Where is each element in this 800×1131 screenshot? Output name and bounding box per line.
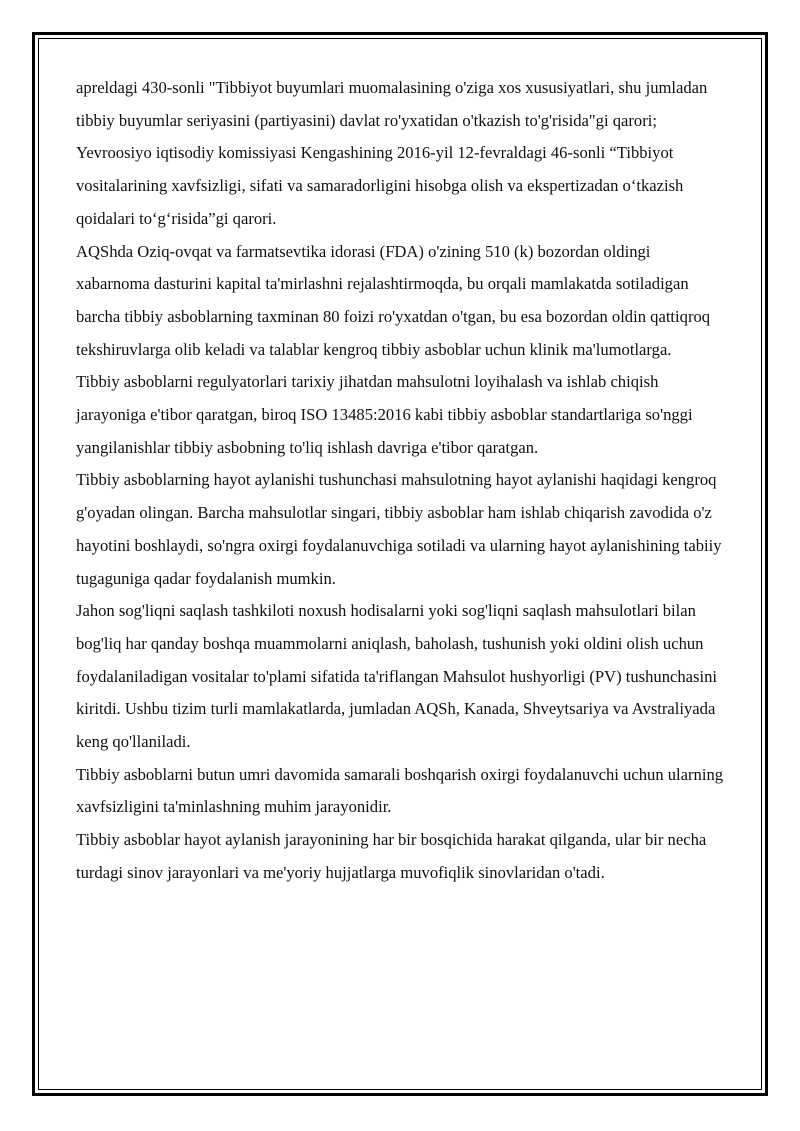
paragraph: AQShda Oziq-ovqat va farmatsevtika idorasi (FDA) o'zining 510 (k) bozordan oldingi xabarnoma dasturini kapital ta'mirlashni rejalashtirmoqda, bu orqali mamlakatda sotiladigan barcha tibbiy asboblarning taxminan 80 foizi ro'yxatdan o'tgan, bu esa bozordan oldin qattiqroq tekshiruvlarga olib keladi va talablar kengroq tibbiy asboblar uchun klinik ma'lumotlarga. xyxy=(76,241,711,359)
paragraph: Tibbiy asboblar hayot aylanish jarayonining har bir bosqichida harakat qilganda, ular bir necha turdagi sinov jarayonlari va me'yoriy hujjatlarga muvofiqlik sinovlaridan o'tadi. xyxy=(76,830,707,882)
paragraph: apreldagi 430-sonli "Tibbiyot buyumlari muomalasining o'ziga xos xususiyatlari, shu jumladan tibbiy buyumlar seriyasini (partiyasini) davlat ro'yxatidan o'tkazish to'g'risida"gi qarori; Yevroosiyo iqtisodiy komissiyasi Kengashining 2016-yil 12-fevraldagi 46-sonli “Tibbiyot vositalarining xavfsizligi, sifati va samaradorligini hisobga olish va ekspertizadan o‘tkazish qoidalari to‘g‘risida”gi qarori. xyxy=(76,78,708,228)
document-body xyxy=(76,72,726,890)
paragraph: Tibbiy asboblarning hayot aylanishi tushunchasi mahsulotning hayot aylanishi haqidagi kengroq g'oyadan olingan. Barcha mahsulotlar singari, tibbiy asboblar ham ishlab chiqarish zavodida o'z hayotini boshlaydi, so'ngra oxirgi foydalanuvchiga sotiladi va ularning hayot aylanishining tabiiy tugaguniga qadar foydalanish mumkin. xyxy=(76,470,722,588)
paragraph: Tibbiy asboblarni butun umri davomida samarali boshqarish oxirgi foydalanuvchi uchun ularning xavfsizligini ta'minlashning muhim jarayonidir. xyxy=(76,764,724,817)
paragraph: Tibbiy asboblarni regulyatorlari tarixiy jihatdan mahsulotni loyihalash va ishlab chiqish jarayoniga e'tibor qaratgan, biroq ISO 13485:2016 kabi tibbiy asboblar standartlariga so'nggi yangilanishlar tibbiy asbobning to'liq ishlash davriga e'tibor qaratgan. xyxy=(76,372,693,457)
paragraph: Jahon sog'liqni saqlash tashkiloti noxush hodisalarni yoki sog'liqni saqlash mahsulotlari bilan bog'liq har qanday boshqa muammolarni aniqlash, baholash, tushunish yoki oldini olish uchun foydalaniladigan vositalar to'plami sifatida ta'riflangan Mahsulot hushyorligi (PV) tushunchasini kiritdi. Ushbu tizim turli mamlakatlarda, jumladan AQSh, Kanada, Shveytsariya va Avstraliyada keng qo'llaniladi. xyxy=(76,601,718,752)
